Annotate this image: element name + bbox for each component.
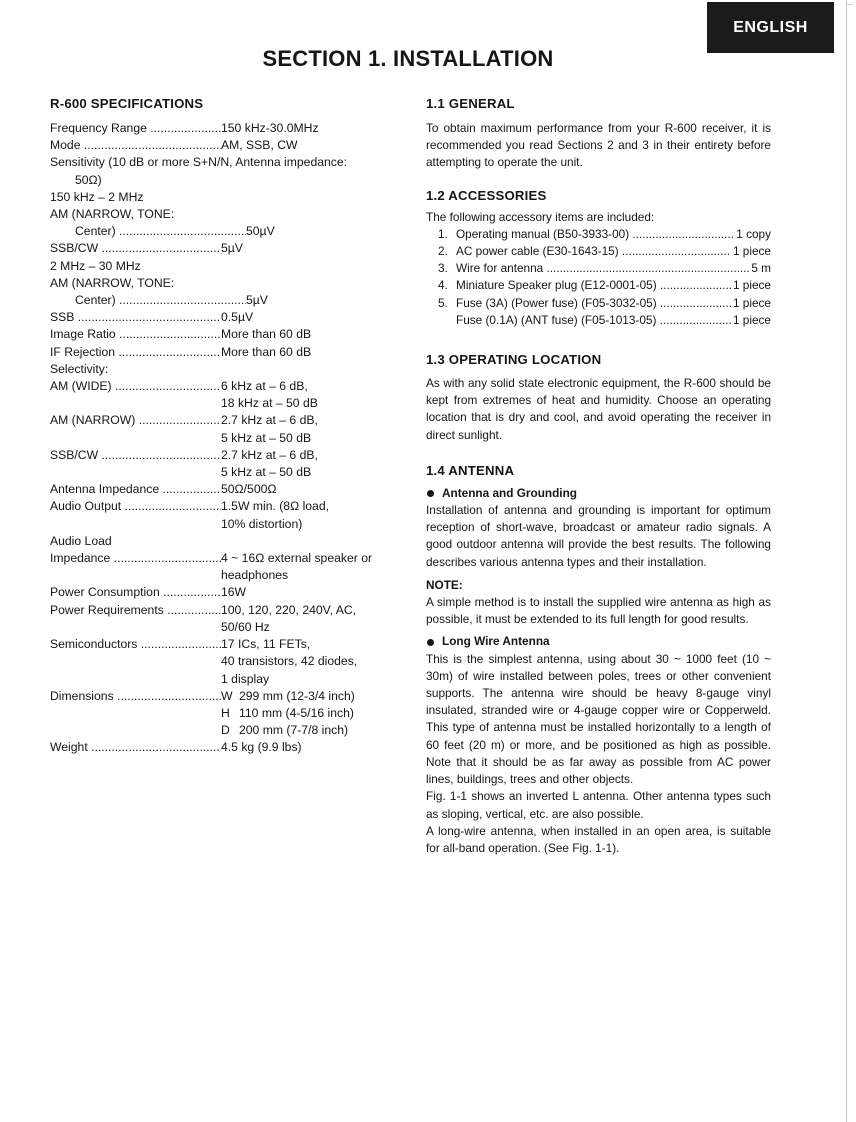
spec-row-am-narrow [50, 412, 405, 429]
list-item: 1. Operating manual (B50-3933-00) ..... 1 copy [426, 226, 771, 243]
spec-value: 10% distortion) [221, 516, 303, 531]
spec-value: 5 kHz at – 50 dB [221, 465, 312, 480]
page-edge-tick [846, 4, 853, 5]
bullet-icon [427, 490, 434, 497]
spec-row-audio-output-cont [50, 516, 405, 533]
grounding-subheading: Antenna and Grounding [426, 485, 771, 502]
spec-row-weight [50, 739, 405, 756]
spec-value: 100, 120, 220, 240V, AC, [221, 602, 357, 617]
general-heading: 1.1 GENERAL [426, 96, 515, 111]
list-item: 4. Miniature Speaker plug (E12-0001-05) ..... 1 piece [426, 277, 771, 294]
spec-audio-load-label: Audio Load [50, 533, 112, 548]
spec-row-impedance [50, 550, 405, 567]
grounding-text: Installation of antenna and grounding is important for optimum reception of short-wave, broadcast or amateur radio signals. A good outdoor antenna will provide the best results. The following describes various antenna types and their installation. [426, 503, 771, 569]
spec-row-impedance-cont [50, 567, 405, 584]
specifications-heading: R-600 SPECIFICATIONS [50, 96, 204, 111]
language-tab: ENGLISH [707, 2, 834, 53]
spec-value: 200 mm (7-7/8 inch) [239, 723, 349, 738]
spec-row-ssb-cw [50, 447, 405, 464]
spec-row-if-rejection [50, 344, 405, 361]
spec-value: 110 mm (4-5/16 inch) [239, 705, 354, 720]
location-text: As with any solid state electronic equipment, the R-600 should be kept from extremes of heat and humidity. Choose an operating location that is dry and cool, and avoid operating the receiver in direct sunlight. [426, 376, 771, 442]
spec-row-semiconductors-cont [50, 653, 405, 670]
accessories-section [426, 187, 771, 329]
spec-row-power-consumption [50, 584, 405, 601]
location-heading: 1.3 OPERATING LOCATION [426, 352, 602, 368]
spec-row-power-requirements-cont [50, 619, 405, 636]
spec-value: 16W [221, 585, 247, 600]
accessories-heading: 1.2 ACCESSORIES [426, 187, 547, 203]
spec-value: 50Ω/500Ω [221, 482, 277, 497]
spec-row-antenna-impedance [50, 481, 405, 498]
spec-row-audio-output [50, 498, 405, 515]
list-item: Fuse (0.1A) (ANT fuse) (F05-1013-05) ..... 1 piece [426, 312, 771, 329]
spec-label: Image Ratio ..... [50, 326, 221, 343]
spec-value: 5µV [246, 293, 268, 308]
note-text: A simple method is to install the supplied wire antenna as high as possible, it must be extended to its full length for good results. [426, 595, 771, 627]
spec-label: SSB/CW ..... [50, 447, 221, 464]
spec-label: Audio Output ..... [50, 498, 221, 515]
spec-band1-am-label: AM (NARROW, TONE: [50, 207, 175, 222]
spec-value: 6 kHz at – 6 dB, [221, 379, 308, 394]
spec-row-dimensions-h [50, 705, 405, 722]
spec-row-am-wide-cont [50, 395, 405, 412]
spec-label: Mode ..... [50, 137, 221, 154]
spec-label: Center) ..... [50, 223, 246, 240]
spec-value: 18 kHz at – 50 dB [221, 396, 318, 411]
spec-row-power-requirements [50, 602, 405, 619]
spec-row-ssb-cw-cont [50, 464, 405, 481]
spec-label: AM (WIDE) ..... [50, 378, 221, 395]
spec-row-band1-center [50, 223, 405, 240]
spec-value: 4 ~ 16Ω external speaker or [221, 551, 373, 566]
all-band-text: A long-wire antenna, when installed in an open area, is suitable for all-band operation. (See Fig. 1-1). [426, 823, 771, 855]
spec-row-band1-ssb [50, 240, 405, 257]
spec-label: Antenna Impedance ..... [50, 481, 221, 498]
spec-label: Power Requirements ..... [50, 602, 221, 619]
spec-value: AM, SSB, CW [221, 138, 298, 153]
spec-row-am-wide [50, 378, 405, 395]
spec-label: Weight ..... [50, 739, 221, 756]
spec-row-frequency-range [50, 120, 405, 137]
spec-band1-heading: 150 kHz – 2 MHz [50, 189, 144, 204]
spec-value: 5 kHz at – 50 dB [221, 430, 312, 445]
spec-label: AM (NARROW) ..... [50, 412, 221, 429]
spec-value: 150 kHz-30.0MHz [221, 121, 319, 135]
spec-label: Impedance ..... [50, 550, 221, 567]
spec-row-semiconductors [50, 636, 405, 653]
spec-value: 299 mm (12-3/4 inch) [239, 688, 355, 703]
page-edge-line [846, 0, 847, 1122]
list-item: 3. Wire for antenna ..... 5 m [426, 260, 771, 277]
antenna-section [426, 462, 771, 857]
list-item: 2. AC power cable (E30-1643-15) ..... 1 piece [426, 243, 771, 260]
spec-selectivity-label: Selectivity: [50, 361, 109, 376]
general-text: To obtain maximum performance from your R-600 receiver, it is recommended you read Sections 2 and 3 in their entirety before attempting to operate the unit. [426, 121, 771, 170]
spec-sensitivity-label-cont: 50Ω) [75, 172, 102, 187]
spec-row-semiconductors-cont2 [50, 671, 405, 688]
long-wire-text: This is the simplest antenna, using about 30 ~ 1000 feet (10 ~ 30m) of wire installed between poles, trees or other convenient supports. The antenna wire should be heavy 8-gauge vinyl insulated, stranded wire or 4-gauge copper wire or Copperweld. This type of antenna must be installed horizontally to a length of 60 feet (20 m) or more, and be positioned as high as possible. Note that it should be as far away as possible from AC power lines, buildings, trees and other objects. [426, 651, 771, 787]
specifications-column [50, 95, 405, 757]
spec-label: SSB/CW ..... [50, 240, 221, 257]
spec-value: 50/60 Hz [221, 619, 270, 634]
spec-value: 50µV [246, 224, 275, 239]
dimension-letter: H [221, 705, 230, 720]
spec-band2-am-label: AM (NARROW, TONE: [50, 275, 175, 290]
spec-row-dimensions-d [50, 722, 405, 739]
spec-label: Dimensions ..... [50, 688, 221, 705]
spec-value: 2.7 kHz at – 6 dB, [221, 447, 318, 462]
dimension-letter: W [221, 688, 233, 703]
spec-value: 0.5µV [221, 310, 254, 325]
antenna-heading: 1.4 ANTENNA [426, 462, 515, 478]
long-wire-subheading: Long Wire Antenna [426, 633, 771, 650]
spec-value: More than 60 dB [221, 327, 312, 342]
spec-label: Power Consumption ..... [50, 584, 221, 601]
spec-row-dimensions-w [50, 688, 405, 705]
general-section [426, 95, 771, 172]
spec-value: 1.5W min. (8Ω load, [221, 499, 330, 514]
spec-label: Semiconductors ..... [50, 636, 221, 653]
spec-band2-heading: 2 MHz – 30 MHz [50, 258, 141, 273]
location-section [426, 351, 771, 444]
accessories-list [426, 226, 771, 329]
page-title: SECTION 1. INSTALLATION [262, 46, 554, 71]
accessories-intro: The following accessory items are included: [426, 209, 655, 224]
note-heading: NOTE: [426, 577, 463, 592]
spec-row-band2-ssb [50, 309, 405, 326]
spec-value: 5µV [221, 241, 243, 256]
spec-label: SSB ..... [50, 309, 221, 326]
spec-row-mode [50, 137, 405, 154]
spec-value: 4.5 kg (9.9 lbs) [221, 740, 302, 755]
spec-sensitivity-label: Sensitivity (10 dB or more S+N/N, Antenna impedance: [50, 155, 348, 170]
list-item: 5. Fuse (3A) (Power fuse) (F05-3032-05) ..... 1 piece [426, 295, 771, 312]
spec-value: headphones [221, 568, 289, 583]
spec-value: 2.7 kHz at – 6 dB, [221, 413, 318, 428]
spec-row-image-ratio [50, 326, 405, 343]
spec-row-am-narrow-cont [50, 430, 405, 447]
bullet-icon [427, 639, 434, 646]
spec-label: IF Rejection ..... [50, 344, 221, 361]
spec-value: 40 transistors, 42 diodes, [221, 654, 358, 669]
spec-value: 17 ICs, 11 FETs, [221, 637, 311, 652]
fig-reference-text: Fig. 1-1 shows an inverted L antenna. Other antenna types such as sloping, vertical, etc. are also possible. [426, 789, 771, 821]
spec-value: 1 display [221, 671, 270, 686]
dimension-letter: D [221, 723, 230, 738]
spec-label: Frequency Range ..... [50, 120, 221, 137]
spec-row-band2-center [50, 292, 405, 309]
spec-label: Center) ..... [50, 292, 246, 309]
installation-column [426, 95, 771, 857]
spec-value: More than 60 dB [221, 344, 312, 359]
